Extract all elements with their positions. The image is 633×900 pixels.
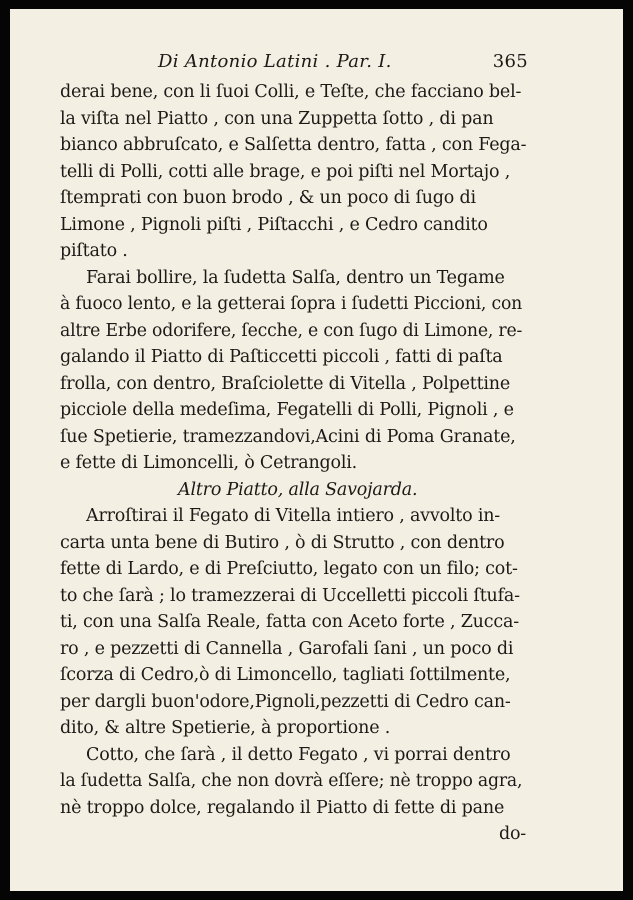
text-line: e fette di Limoncelli, ò Cetrangoli. xyxy=(60,453,358,473)
text-line: dito, & altre Spetierie, à proportione . xyxy=(60,718,391,738)
text-line: fette di Lardo, e di Preſciutto, legato con un filo; cot- xyxy=(60,559,518,579)
text-line: frolla, con dentro, Braſciolette di Vitella , Polpettine xyxy=(60,373,511,394)
text-line: per dargli buon'odore,Pignoli,pezzetti di Cedro can- xyxy=(60,691,511,712)
section-heading: Altro Piatto, alla Savojarda. xyxy=(178,479,418,500)
page-number: 365 xyxy=(492,51,528,72)
text-line: Limone , Pignoli piſti , Piſtacchi , e Cedro candito xyxy=(60,214,488,235)
text-line: derai bene, con li ſuoi Colli, e Teſte, che facciano bel- xyxy=(60,82,522,102)
text-line: ſcorza di Cedro,ò di Limoncello, tagliati ſottilmente, xyxy=(60,665,511,685)
text-line: piſtato . xyxy=(60,241,128,261)
running-head xyxy=(60,49,528,79)
text-line: nè troppo dolce, regalando il Piatto di fette di pane xyxy=(60,797,505,818)
text-line: telli di Polli, cotti alle brage, e poi piſti nel Mortajo , xyxy=(60,161,511,182)
text-line: ſue Spetierie, tramezzandovi,Acini di Poma Granate, xyxy=(60,426,516,447)
text-line: to che ſarà ; lo tramezzerai di Uccelletti piccoli ſtufa- xyxy=(60,585,520,606)
text-line: galando il Piatto di Paſticcetti piccoli , fatti di paſta xyxy=(60,347,503,367)
text-line: carta unta bene di Butiro , ò di Strutto , con dentro xyxy=(60,532,505,553)
text-line: à fuoco lento, e la getterai ſopra i ſudetti Piccioni, con xyxy=(60,294,523,314)
text-line: altre Erbe odorifere, ſecche, e con ſugo di Limone, re- xyxy=(60,320,523,341)
text-line: Farai bollire, la ſudetta Salſa, dentro un Tegame xyxy=(86,267,505,288)
text-line: ti, con una Salſa Reale, fatta con Aceto forte , Zucca- xyxy=(60,612,519,632)
running-head-title: Di Antonio Latini . Par. I. xyxy=(158,51,392,72)
text-line: ſtemprati con buon brodo , & un poco di ſugo di xyxy=(60,188,476,208)
text-line: bianco abbruſcato, e Salſetta dentro, fatta , con Fega- xyxy=(60,135,527,155)
text-line: Cotto, che ſarà , il detto Fegato , vi porrai dentro xyxy=(86,744,511,765)
text-block xyxy=(60,49,528,848)
catchword: do- xyxy=(498,824,526,844)
book-page xyxy=(10,9,623,891)
text-line: Arroſtirai il Fegato di Vitella intiero , avvolto in- xyxy=(86,506,500,526)
text-line: picciole della medeſima, Fegatelli di Polli, Pignoli , e xyxy=(60,400,514,420)
text-line: ro , e pezzetti di Cannella , Garofali ſani , un poco di xyxy=(60,638,514,659)
text-line: la viſta nel Piatto , con una Zuppetta ſotto , di pan xyxy=(60,108,494,129)
text-line: la ſudetta Salſa, che non dovrà eſſere; nè troppo agra, xyxy=(60,771,523,791)
